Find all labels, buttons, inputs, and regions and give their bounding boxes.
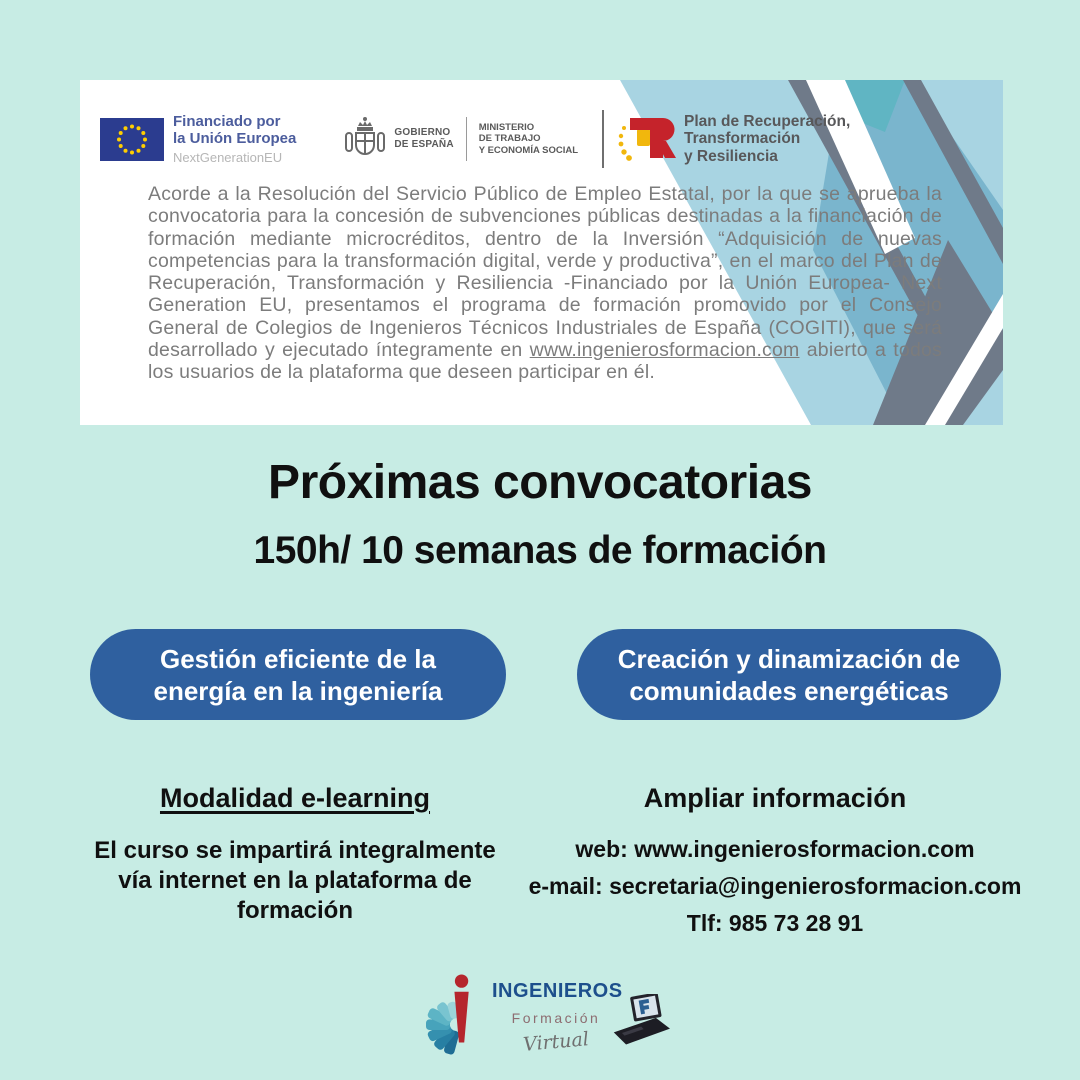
page-title: Próximas convocatorias (268, 456, 812, 509)
eu-flag-icon (100, 118, 164, 161)
gobierno-label: GOBIERNO DE ESPAÑA (394, 127, 454, 150)
eu-funding-line1: Financiado por (173, 113, 281, 130)
prtr-label: Plan de Recuperación, Transformación y Resiliencia (684, 112, 851, 165)
modality-body: El curso se impartirá integralmente vía internet en la plataforma de formación (94, 837, 496, 924)
brand-name: INGENIEROS (492, 980, 623, 1002)
header-card (80, 80, 1003, 425)
course-pill-gestion-energia[interactable]: Gestión eficiente de la energía en la ingeniería (90, 629, 506, 720)
prtr-block (616, 110, 850, 168)
brand-formacion: Formación (511, 1010, 601, 1026)
ministerio-label: MINISTERIO DE TRABAJO Y ECONOMÍA SOCIAL (478, 121, 578, 156)
brand-text-block (492, 964, 623, 1056)
government-block (344, 115, 578, 163)
contact-heading: Ampliar información (643, 783, 907, 813)
next-generation-label: NextGenerationEU (173, 150, 283, 165)
modality-heading: Modalidad e-learning (159, 783, 431, 813)
page-subtitle: 150h/ 10 semanas de formación (253, 529, 827, 572)
modality-column (78, 783, 512, 926)
divider (602, 110, 604, 168)
website-link[interactable]: www.ingenierosformacion.com (529, 339, 800, 362)
contact-email: e-mail: secretaria@ingenierosformacion.com (528, 873, 1022, 899)
intro-paragraph (148, 183, 942, 384)
fan-logo-icon (410, 964, 490, 1064)
eu-funding-label (173, 113, 296, 165)
eu-funding-line2: la Unión Europea (173, 130, 297, 147)
spain-coat-of-arms-icon (344, 115, 386, 163)
intro-paragraph-text: Acorde a la Resolución del Servicio Público de Empleo Estatal, por la que se aprueba la convocatoria para la concesión de subvenciones públicas destinadas a la financiación de formación mediante microcréditos, dentro de la Inversión “Adquisición de nuevas competencias para la transformación digital, verde y productiva”, en el marco del Plan de Recuperación, Transformación y Resiliencia -Financiado por la Unión Europea- Next Generation EU, presentamos el programa de formación promovido por el Consejo General de Colegios de Ingenieros Técnicos Industriales de España (COGITI), que será desarrollado y ejecutado íntegramente en (148, 183, 942, 362)
contact-web: web: www.ingenierosformacion.com (575, 836, 975, 862)
prtr-logo-icon (616, 110, 678, 168)
contact-column (518, 783, 1032, 935)
brand-logo (410, 964, 670, 1064)
brand-virtual: Virtual (522, 1028, 590, 1056)
footer (0, 964, 1080, 1064)
logos-row (100, 110, 850, 168)
intro-paragraph-text-after: abierto a todos los usuarios de la plataforma que deseen participar en él. (148, 339, 942, 384)
course-pill-comunidades-energeticas[interactable]: Creación y dinamización de comunidades energéticas (577, 629, 1001, 720)
divider (466, 117, 467, 161)
contact-phone: Tlf: 985 73 28 91 (686, 910, 864, 936)
